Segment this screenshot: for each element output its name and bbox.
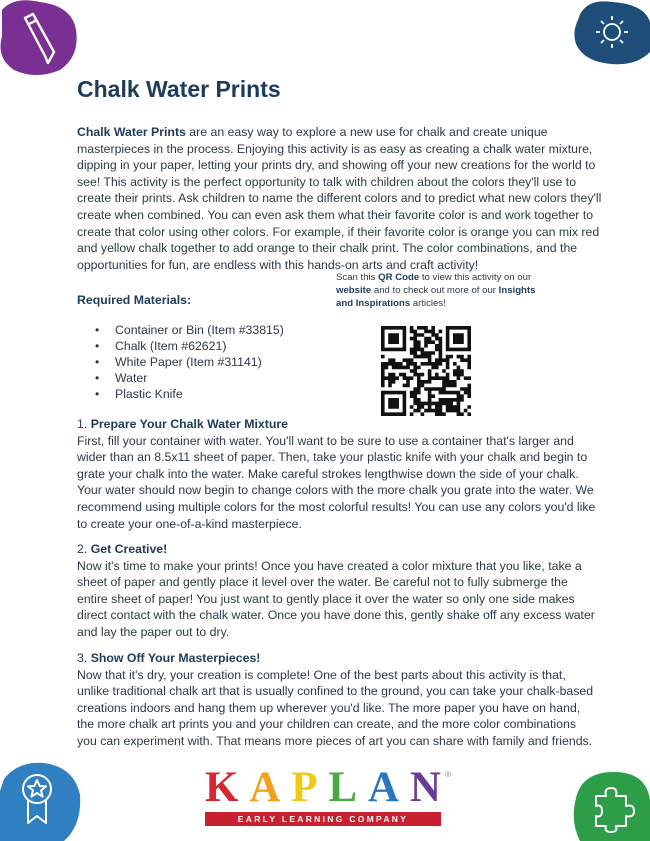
page-title: Chalk Water Prints: [77, 76, 281, 102]
step-2: 2. Get Creative! Now it's time to make your prints! Once you have created a color mixture that you like, take a sheet of paper and gently place it level over the water. Be careful not to fully submerge the entire sheet of paper! You just want to gently place it over the water so only one side makes direct contact with the chalk water. Once you have done this, gently shake off any excess water and lay the paper out to dry.: [77, 542, 595, 639]
intro-lead: Chalk Water Prints: [77, 125, 186, 139]
insights-link[interactable]: Insights and Inspirations: [336, 285, 536, 309]
qr-code-label: QR Code: [378, 272, 420, 283]
corner-blob-bottom-left: [0, 761, 82, 841]
step-3-text: Now that it's dry, your creation is complete! One of the best parts about this activity is that, unlike traditional chalk art that is usually confined to the ground, you can take your chalk-based creations indoors and hang them up wherever you'd like. The more paper you have on hand, the more chalk art prints you and your children can create, and the more color combinations you can experiment with. That means more pieces of art you can share with family and friends.: [77, 667, 594, 748]
materials-list: [95, 322, 284, 402]
logo-letter: A: [367, 764, 400, 811]
logo-letter: P: [291, 764, 318, 811]
step-3-heading: Show Off Your Masterpieces!: [90, 651, 261, 665]
step-1: 1. Prepare Your Chalk Water Mixture First, fill your container with water. You'll want to be sure to use a container that's larger and wider than an 8.5x11 sheet of paper. Then, take your plastic knife with your chalk and begin to grate your chalk into the water. Make careful strokes lengthwise down the side of your chalk. Your water should now begin to change colors with the more chalk you grate into the water. We recommend using multiple colors for the most colorful results! You can use any colors you'd like to create your one-of-a-kind masterpiece.: [77, 417, 596, 531]
step-1-text: First, fill your container with water. You'll want to be sure to use a container that's larger and wider than an 8.5x11 sheet of paper. Then, take your plastic knife with your chalk and begin to grate your chalk into the water. Make careful strokes lengthwise down the side of your chalk. Your water should now begin to change colors with the more chalk you grate into the water. We recommend using multiple colors for the most colorful results! You can use any colors you'd like to create your one-of-a-kind masterpiece.: [77, 433, 596, 531]
intro-paragraph: [77, 124, 605, 273]
corner-blob-top-right: [570, 0, 650, 66]
material-item: • Plastic Knife: [95, 386, 284, 402]
qr-code-icon[interactable]: [381, 326, 471, 416]
step-3: 3. Show Off Your Masterpieces! Now that it's dry, your creation is complete! One of the best parts about this activity is that, unlike traditional chalk art that is usually confined to the ground, you can take your chalk-based creations indoors and hang them up wherever you'd like. The more paper you have on hand, the more chalk art prints you and your children can create, and the more color combinations you can experiment with. That means more pieces of art you can share with family and friends.: [77, 651, 594, 748]
step-1-heading: Prepare Your Chalk Water Mixture: [90, 417, 288, 431]
material-item: • White Paper (Item #31141): [95, 354, 284, 370]
step-2-text: Now it's time to make your prints! Once you have created a color mixture that you like, take a sheet of paper and gently place it level over the water. Be careful not to fully submerge the entire sheet of paper! You just want to gently place it over the water so only one side makes direct contact with the chalk water. Once you have done this, gently shake off any excess water and lay the paper out to dry.: [77, 558, 595, 639]
materials-heading: Required Materials:: [77, 293, 192, 307]
step-2-heading: Get Creative!: [90, 542, 168, 556]
corner-blob-bottom-right: [570, 770, 650, 841]
material-item: • Chalk (Item #62621): [95, 338, 284, 354]
logo-letter: N: [409, 764, 441, 811]
material-item: • Water: [95, 370, 284, 386]
logo-letter: L: [328, 764, 358, 811]
logo-tagline: EARLY LEARNING COMPANY: [205, 812, 441, 826]
corner-blob-top-left: [0, 0, 80, 78]
logo-letter: K: [205, 764, 239, 811]
intro-text: are an easy way to explore a new use for chalk and create unique masterpieces in the process. Enjoying this activity is as easy as creating a chalk water mixture, dipping in your paper, letting your prints dry, and showing off your new creations for the world to see! This activity is the perfect opportunity to talk with children about the colors they'll use to create their prints. Ask children to name the different colors and to predict what new colors they'll create when combined. You can even ask them what their favorite color is and work together to create that color using other colors. For example, if their favorite color is orange you can mix red and yellow chalk together to add orange to their chalk print. The color combinations, and the opportunities for fun, are endless with this hands-on arts and craft activity!: [77, 125, 602, 272]
registered-mark: ®: [445, 770, 451, 779]
website-link[interactable]: website: [336, 285, 372, 296]
material-item: • Container or Bin (Item #33815): [95, 322, 284, 338]
logo-letter: A: [249, 764, 281, 811]
kaplan-logo: [205, 764, 451, 826]
qr-note: Scan this QR Code to view this activity on our website and to check out more of our Insights and Inspirations articles!: [336, 272, 536, 309]
